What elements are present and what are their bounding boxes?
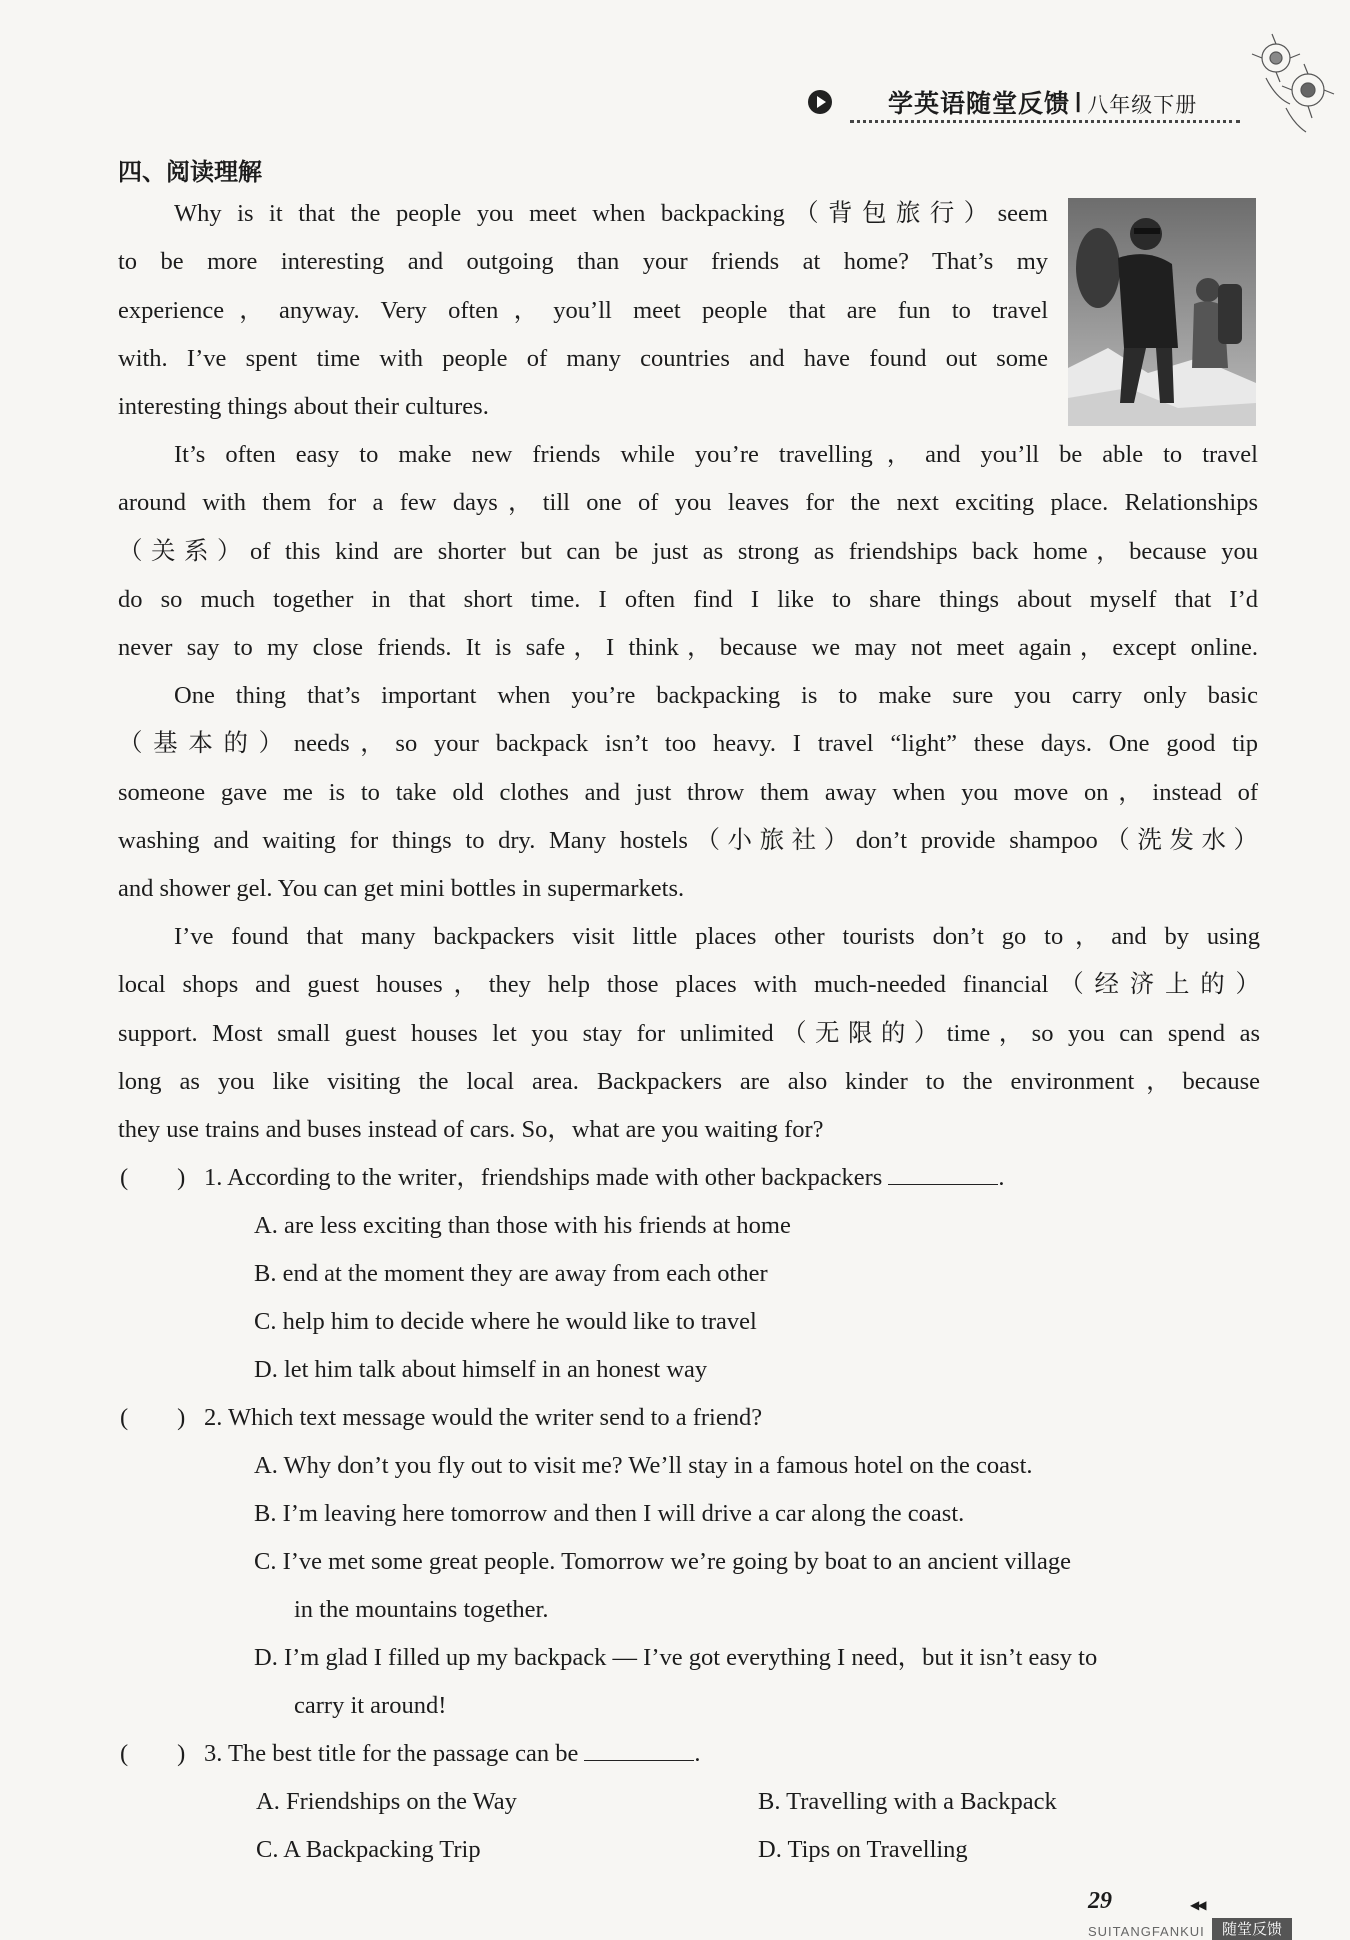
passage-line: One thing that’s important when you’re backpacking is to make sure you carry only basic bbox=[174, 682, 1258, 709]
passage-paragraph-1 bbox=[118, 190, 1048, 383]
passage-line: Why is it that the people you meet when backpacking（背包旅行）seem bbox=[174, 200, 1048, 227]
passage-line: I’ve found that many backpackers visit little places other tourists don’t go to，and by using bbox=[174, 923, 1260, 950]
question-1 bbox=[120, 1154, 1004, 1202]
passage-line: （基本的）needs，so your backpack isn’t too heavy. I travel “light” these days. One good tip bbox=[118, 730, 1258, 758]
option-2c-continued: in the mountains together. bbox=[294, 1596, 549, 1623]
question-stem: 3. The best title for the passage can be bbox=[204, 1740, 579, 1767]
answer-blank[interactable] bbox=[888, 1162, 998, 1185]
passage-paragraph-4-end bbox=[118, 1106, 1260, 1154]
option-1a[interactable]: A. are less exciting than those with his friends at home bbox=[254, 1212, 791, 1239]
footer-badge: 随堂反馈 bbox=[1212, 1918, 1292, 1940]
answer-bracket[interactable]: ( ) bbox=[120, 1164, 186, 1191]
footer-pinyin: SUITANGFANKUI bbox=[1088, 1924, 1205, 1939]
passage-paragraph-4 bbox=[118, 913, 1260, 1106]
passage-line: around with them for a few days，till one of you leaves for the next exciting place. Relationships bbox=[118, 489, 1258, 517]
passage-line: It’s often easy to make new friends while you’re travelling，and you’ll be able to travel bbox=[174, 441, 1258, 468]
passage-paragraph-1-end bbox=[118, 383, 1048, 431]
double-arrow-left-icon: ◀◀ bbox=[1190, 1898, 1205, 1912]
header-dotted-rule bbox=[850, 120, 1240, 123]
question-3 bbox=[120, 1730, 701, 1778]
passage-line: never say to my close friends. It is safe，I think，because we may not meet again，except online. bbox=[118, 634, 1258, 662]
passage-line: they use trains and buses instead of cars. So，what are you waiting for? bbox=[118, 1116, 824, 1143]
passage-line: local shops and guest houses，they help those places with much-needed financial（经济上的） bbox=[118, 971, 1260, 999]
option-3c[interactable]: C. A Backpacking Trip bbox=[256, 1836, 481, 1863]
backpackers-photo bbox=[1068, 198, 1256, 426]
question-stem: 2. Which text message would the writer send to a friend? bbox=[204, 1404, 763, 1431]
book-title: 学英语随堂反馈 I 八年级下册 bbox=[888, 86, 1198, 119]
page-header bbox=[800, 80, 1240, 126]
passage-line: and shower gel. You can get mini bottles in supermarkets. bbox=[118, 875, 685, 902]
play-bullet-icon bbox=[808, 90, 832, 114]
passage-line: to be more interesting and outgoing than your friends at home? That’s my bbox=[118, 248, 1048, 276]
option-1b[interactable]: B. end at the moment they are away from each other bbox=[254, 1260, 768, 1287]
page-number: 29 bbox=[1088, 1888, 1112, 1914]
passage-line: someone gave me is to take old clothes and just throw them away when you move on，instead of bbox=[118, 778, 1258, 806]
passage-line: support. Most small guest houses let you stay for unlimited（无限的）time，so you can spend as bbox=[118, 1019, 1260, 1047]
passage-line: experience，anyway. Very often，you’ll meet people that are fun to travel bbox=[118, 296, 1048, 324]
question-stem: 1. According to the writer，friendships made with other backpackers bbox=[204, 1164, 883, 1191]
passage-line: washing and waiting for things to dry. Many hostels（小旅社）don’t provide shampoo（洗发水） bbox=[118, 826, 1258, 854]
option-3a[interactable]: A. Friendships on the Way bbox=[256, 1788, 517, 1815]
option-2d[interactable]: D. I’m glad I filled up my backpack — I’ve got everything I need，but it isn’t easy to bbox=[254, 1644, 1098, 1671]
option-3d[interactable]: D. Tips on Travelling bbox=[758, 1836, 968, 1863]
passage-line: long as you like visiting the local area. Backpackers are also kinder to the environment，because bbox=[118, 1067, 1260, 1095]
passage-paragraph-3 bbox=[118, 672, 1258, 865]
option-2c[interactable]: C. I’ve met some great people. Tomorrow we’re going by boat to an ancient village bbox=[254, 1548, 1071, 1575]
option-1d[interactable]: D. let him talk about himself in an honest way bbox=[254, 1356, 708, 1383]
option-1c[interactable]: C. help him to decide where he would like to travel bbox=[254, 1308, 757, 1335]
question-2 bbox=[120, 1394, 762, 1442]
passage-paragraph-3-end bbox=[118, 865, 1258, 913]
answer-bracket[interactable]: ( ) bbox=[120, 1404, 186, 1431]
question-end: . bbox=[998, 1164, 1005, 1191]
question-end: . bbox=[694, 1740, 701, 1767]
passage-line: interesting things about their cultures. bbox=[118, 393, 489, 420]
option-2d-continued: carry it around! bbox=[294, 1692, 447, 1719]
passage-line: （关系）of this kind are shorter but can be just as strong as friendships back home，because you bbox=[118, 537, 1258, 565]
answer-blank[interactable] bbox=[584, 1738, 694, 1761]
flower-decoration-icon bbox=[1246, 28, 1336, 138]
section-title: 四、阅读理解 bbox=[118, 158, 262, 186]
backpackers-photo-icon bbox=[1068, 198, 1256, 426]
option-2b[interactable]: B. I’m leaving here tomorrow and then I will drive a car along the coast. bbox=[254, 1500, 965, 1527]
option-3b[interactable]: B. Travelling with a Backpack bbox=[758, 1788, 1057, 1815]
passage-line: do so much together in that short time. I often find I like to share things about myself that I’d bbox=[118, 585, 1258, 613]
answer-bracket[interactable]: ( ) bbox=[120, 1740, 186, 1767]
passage-line: with. I’ve spent time with people of many countries and have found out some bbox=[118, 344, 1048, 372]
passage-paragraph-2 bbox=[118, 431, 1258, 672]
option-2a[interactable]: A. Why don’t you fly out to visit me? We’ll stay in a famous hotel on the coast. bbox=[254, 1452, 1033, 1479]
